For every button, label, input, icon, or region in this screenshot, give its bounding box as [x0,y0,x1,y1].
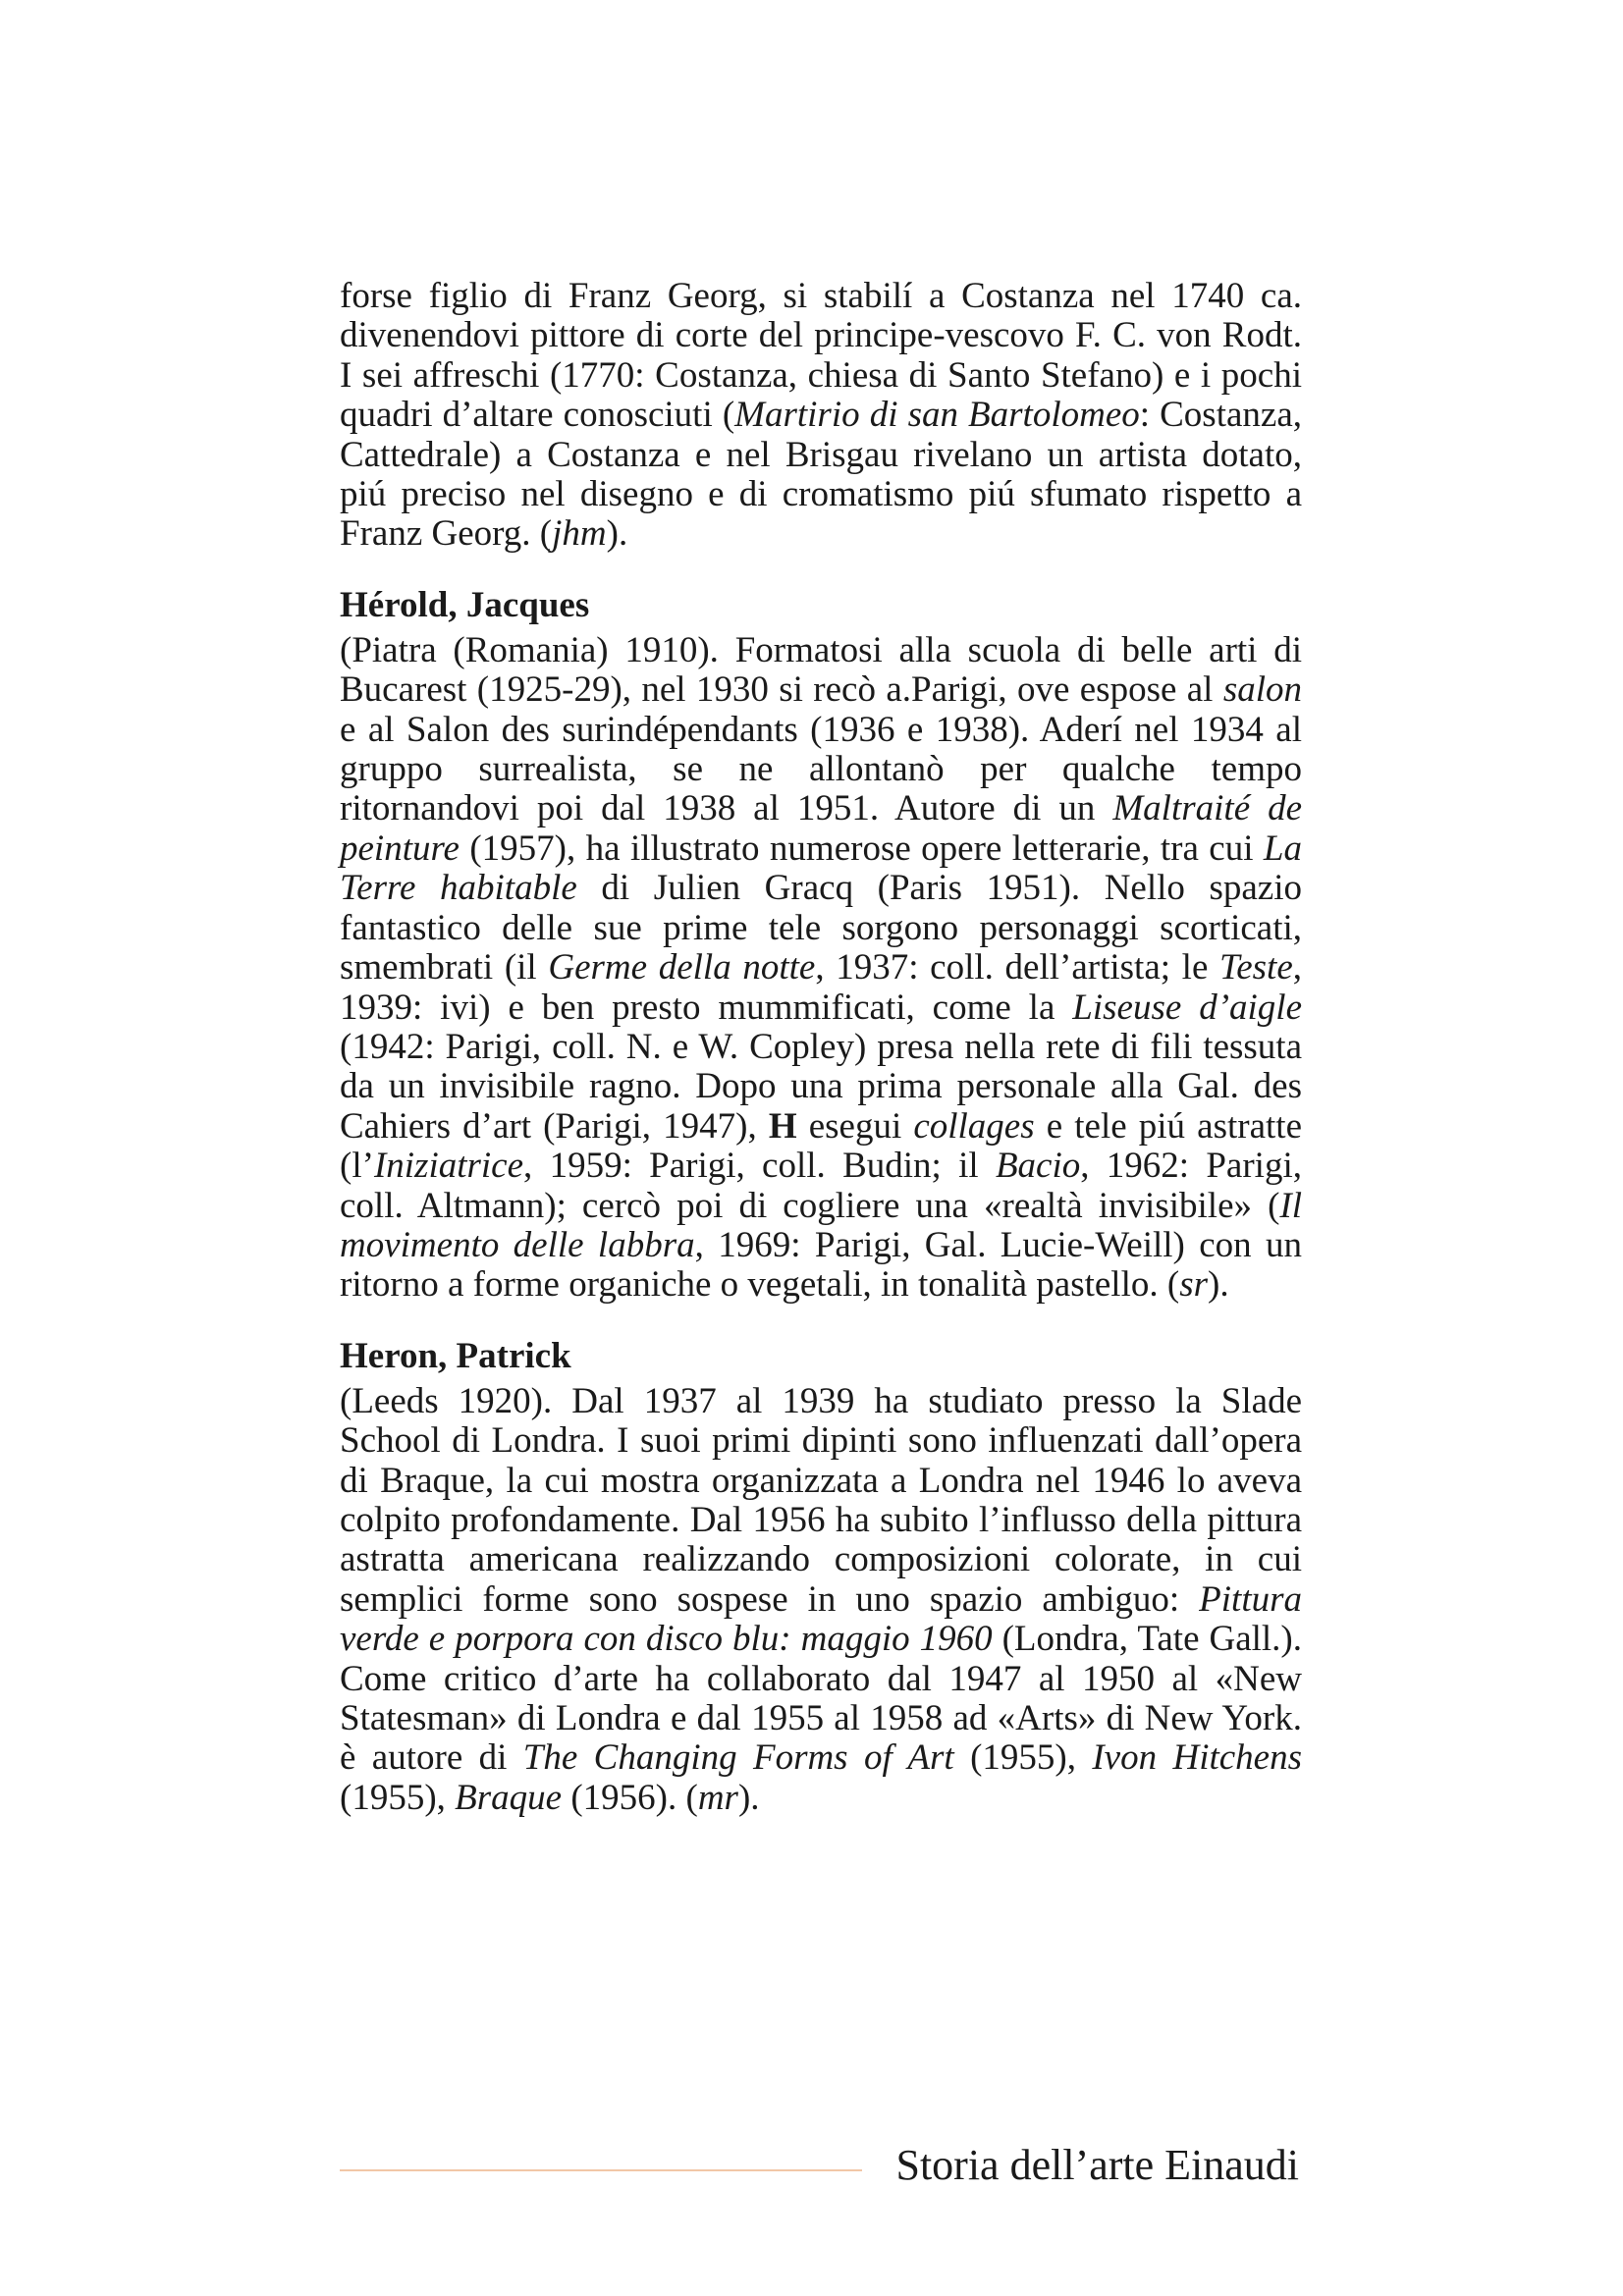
italic-text: salon [1222,669,1302,711]
text-run: (1955), [340,1777,456,1818]
footer-rule [340,2169,862,2171]
text-run: (1942: Parigi, coll. N. e W. Copley) presa nella rete di fili tessuta da un invisibile ragno. Dopo una prima personale alla Gal. des Cahiers d’art (Parigi, 1947), [340,1026,1302,1147]
italic-text: sr [1179,1264,1208,1306]
bold-text: H [768,1105,797,1147]
text-run: , 1962: Parigi, coll. Altmann); cercò poi di cogliere una «realtà invisibile» ( [340,1146,1302,1226]
entry-title-heron: Heron, Patrick [340,1335,571,1376]
italic-text: Germe della notte [548,947,816,988]
text-run: : Costanza, Cattedrale) a Costanza e nel Brisgau rivelano un artista dotato, piú preciso nel disegno e di cromatismo piú sfumato rispetto a Franz Georg. ( [340,395,1303,555]
text-run: (1955), [953,1737,1093,1779]
italic-text: Maltraité de peinture [340,788,1302,869]
text-run: , 1937: coll. dell’artista; le [815,947,1220,988]
italic-text: Ivon Hitchens [1092,1737,1302,1779]
page-body [340,277,1302,1818]
text-run: forse figlio di Franz Georg, si stabilí a Costanza nel 1740 ca. divenendovi pittore di corte del principe-vescovo F. C. von Rodt. I sei affreschi (1770: Costanza, chiesa di Santo Stefano) e i pochi quadri d’altare conosciuti ( [340,276,1302,436]
footer-title: Storia dell’arte Einaudi [895,2141,1299,2189]
text-run: (Leeds 1920). Dal 1937 al 1939 ha studiato presso la Slade School di Londra. I suoi primi dipinti sono influenzati dall’opera di Braque, la cui mostra organizzata a Londra nel 1946 lo aveva colpito profondamente. Dal 1956 ha subito l’influsso della pittura astratta americana realizzando composizioni colorate, in cui semplici forme sono sospese in uno spazio ambiguo: [340,1380,1302,1620]
text-run: (1956). ( [562,1777,698,1818]
italic-text: La Terre habitable [340,828,1302,909]
text-run: , 1969: Parigi, Gal. Lucie-Weill) con un ritorno a forme organiche o vegetali, in tonalità pastello. ( [340,1224,1302,1306]
intro-paragraph [340,277,1302,555]
italic-text: jhm [552,513,607,555]
text-run: ). [1208,1264,1229,1306]
italic-text: Bacio [995,1146,1081,1187]
text-run: , 1959: Parigi, coll. Budin; il [523,1146,996,1187]
text-run: (Piatra (Romania) 1910). Formatosi alla scuola di belle arti di Bucarest (1925-29), nel 1930 si recò a.Parigi, ove espose al [340,629,1302,711]
text-run: di Julien Gracq (Paris 1951). Nello spazio fantastico delle sue prime tele sorgono personaggi scorticati, smembrati (il [340,868,1302,988]
italic-text: Il movimento delle labbra [340,1185,1302,1265]
italic-text: Liseuse d’aigle [1072,987,1302,1028]
text-run: , 1939: ivi) e ben presto mummificati, come la [340,947,1302,1028]
italic-text: collages [913,1105,1035,1147]
italic-text: The Changing Forms of Art [522,1737,954,1779]
italic-text: Iniziatrice [373,1146,524,1187]
text-run: e al Salon des surindépendants (1936 e 1938). Aderí nel 1934 al gruppo surrealista, se ne allontanò per qualche tempo ritornandovi poi dal 1938 al 1951. Autore di un [340,709,1302,829]
italic-text: Braque [455,1777,563,1818]
text-run: (1957), ha illustrato numerose opere letterarie, tra cui [459,828,1264,869]
entry-text-herold [340,631,1302,1306]
italic-text: Pittura verde e porpora con disco blu: maggio 1960 [340,1578,1302,1660]
text-run: ). [606,513,628,555]
entry-title-herold: Hérold, Jacques [340,584,590,625]
text-run: e tele piú astratte (l’ [340,1105,1302,1187]
text-run: esegui [796,1105,914,1147]
text-run: ). [737,1777,760,1818]
italic-text: Teste [1219,947,1293,988]
italic-text: Martirio di san Bartolomeo [734,395,1140,436]
italic-text: mr [697,1777,738,1818]
entry-text-heron [340,1382,1302,1818]
text-run: (Londra, Tate Gall.). Come critico d’arte ha collaborato dal 1947 al 1950 al «New Statesman» di Londra e dal 1955 al 1958 ad «Arts» di New York. è autore di [340,1619,1303,1779]
